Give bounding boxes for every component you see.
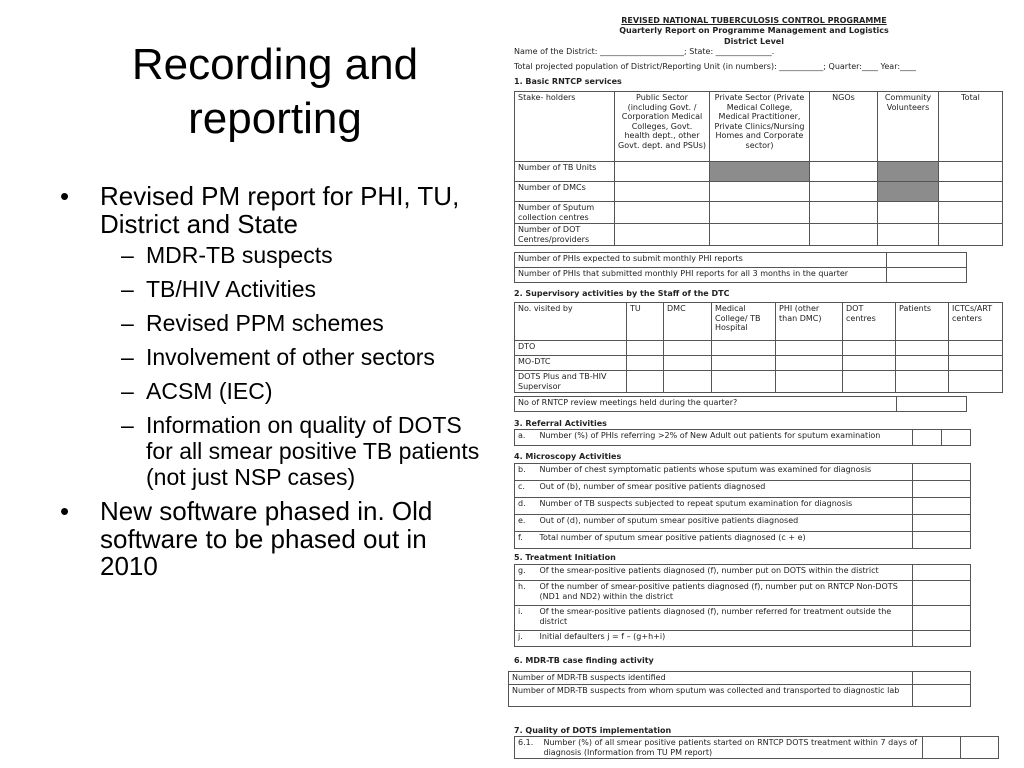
bullet-text: New software phased in. Old software to be phased out in 2010 (100, 496, 433, 581)
row-label: Number of PHIs expected to submit monthly PHI reports (515, 253, 887, 268)
row-id: c. (515, 481, 537, 498)
row-label: Out of (b), number of smear positive patients diagnosed (537, 481, 913, 498)
section-2-title: 2. Supervisory activities by the Staff of the DTC (514, 289, 730, 298)
form-header-level: District Level (724, 37, 784, 46)
table-cell (710, 202, 810, 224)
phi-reports-table (514, 252, 967, 283)
table-row (515, 565, 971, 581)
row-label: Of the smear-positive patients diagnosed (f), number referred for treatment outside the district (537, 606, 913, 631)
table-cell (913, 430, 942, 446)
table-cell (913, 606, 971, 631)
table-cell (776, 341, 843, 356)
form-header-report: Quarterly Report on Programme Management and Logistics (619, 26, 889, 35)
row-label: Number of DMCs (515, 182, 615, 202)
table-cell (942, 430, 971, 446)
sub-bullet-item: – Involvement of other sectors (100, 344, 488, 370)
row-label: Number of DOT Centres/providers (515, 224, 615, 246)
table-cell (887, 253, 967, 268)
table-row (515, 515, 971, 532)
table-row (515, 481, 971, 498)
table-cell (913, 684, 971, 706)
table-cell (896, 371, 949, 393)
table-row (515, 737, 999, 759)
row-label: MO-DTC (515, 356, 627, 371)
sub-bullet-item: – TB/HIV Activities (100, 276, 488, 302)
table-cell (913, 565, 971, 581)
district-line: Name of the District: _____________________; State: ______________. (514, 47, 775, 56)
table-header-cell: Public Sector (including Govt. / Corporation Medical Colleges, Govt. health dept., other Govt. dept. and PSUs) (615, 92, 710, 162)
table-cell (887, 268, 967, 283)
table-header-cell: Total (939, 92, 1003, 162)
table-header-cell: Medical College/ TB Hospital (712, 303, 776, 341)
slide-title: Recording and reporting (131, 40, 419, 143)
row-label: Number of TB suspects subjected to repeat sputum examination for diagnosis (537, 498, 913, 515)
sub-bullet-item: – ACSM (IEC) (100, 378, 488, 404)
bullet-text: Revised PM report for PHI, TU, District and State (100, 181, 460, 239)
table-cell (776, 356, 843, 371)
table-row (515, 341, 1003, 356)
table-cell (712, 356, 776, 371)
row-id: f. (515, 532, 537, 549)
table-cell (878, 202, 939, 224)
table-header-cell: Private Sector (Private Medical College, Medical Practitioner, Private Clinics/Nursing Homes and Corporate sector) (710, 92, 810, 162)
sub-bullet-list (100, 242, 488, 490)
bullet-list (58, 183, 488, 589)
table-header-cell: Community Volunteers (878, 92, 939, 162)
row-id: b. (515, 464, 537, 481)
row-label: Number of chest symptomatic patients whose sputum was examined for diagnosis (537, 464, 913, 481)
table-row (515, 464, 971, 481)
row-label: Of the number of smear-positive patients diagnosed (f), number put on RNTCP Non-DOTS (ND1 and ND2) within the district (537, 581, 913, 606)
table-cell (896, 341, 949, 356)
table-row (515, 430, 971, 446)
row-id: d. (515, 498, 537, 515)
table-cell (939, 202, 1003, 224)
review-meetings-table (514, 396, 967, 412)
row-label: DTO (515, 341, 627, 356)
table-row (515, 268, 967, 283)
table-cell (896, 356, 949, 371)
table-cell (615, 162, 710, 182)
section-1-title: 1. Basic RNTCP services (514, 77, 622, 86)
table-cell (913, 631, 971, 647)
row-label: DOTS Plus and TB-HIV Supervisor (515, 371, 627, 393)
table-cell (913, 515, 971, 532)
table-cell (627, 356, 664, 371)
row-label: Number of MDR-TB suspects from whom sputum was collected and transported to diagnostic lab (509, 684, 913, 706)
row-id: i. (515, 606, 537, 631)
sub-bullet-item: – Information on quality of DOTS for all smear positive TB patients (not just NSP cases) (100, 412, 488, 490)
table-cell (810, 202, 878, 224)
table-cell (627, 371, 664, 393)
row-label: Of the smear-positive patients diagnosed (f), number put on DOTS within the district (537, 565, 913, 581)
row-label: Initial defaulters j = f – (g+h+i) (537, 631, 913, 647)
table-cell (664, 356, 712, 371)
table-cell (627, 341, 664, 356)
table-header-cell: PHI (other than DMC) (776, 303, 843, 341)
table-header-cell: ICTCs/ART centers (949, 303, 1003, 341)
table-row (515, 182, 1003, 202)
referral-table (514, 429, 971, 446)
table-cell (843, 341, 896, 356)
row-id: g. (515, 565, 537, 581)
sub-bullet-item: – Revised PPM schemes (100, 310, 488, 336)
table-header-cell: DOT centres (843, 303, 896, 341)
population-line: Total projected population of District/Reporting Unit (in numbers): ___________; Quarter:____ Year:____ (514, 62, 917, 71)
table-cell (949, 371, 1003, 393)
table-cell (913, 464, 971, 481)
basic-services-table (514, 91, 1003, 246)
dots-quality-table (514, 736, 999, 759)
mdr-tb-table (508, 671, 971, 707)
row-label: Number of TB Units (515, 162, 615, 182)
table-cell (913, 532, 971, 549)
row-id: h. (515, 581, 537, 606)
row-label: Number of PHIs that submitted monthly PHI reports for all 3 months in the quarter (515, 268, 887, 283)
sub-bullet-item: – MDR-TB suspects (100, 242, 488, 268)
table-cell (939, 182, 1003, 202)
section-6-title: 6. MDR-TB case finding activity (514, 656, 654, 665)
table-cell (810, 162, 878, 182)
table-row (515, 253, 967, 268)
table-cell (913, 481, 971, 498)
row-label: Total number of sputum smear positive patients diagnosed (c + e) (537, 532, 913, 549)
treatment-table (514, 564, 971, 647)
table-cell (615, 224, 710, 246)
table-row (515, 397, 967, 412)
table-cell (843, 356, 896, 371)
bullet-item (58, 498, 488, 581)
section-3-title: 3. Referral Activities (514, 419, 607, 428)
table-cell (712, 341, 776, 356)
report-form (504, 12, 1004, 764)
table-cell (913, 672, 971, 685)
section-5-title: 5. Treatment Initiation (514, 553, 616, 562)
table-row (509, 684, 971, 706)
table-row (515, 498, 971, 515)
table-row (515, 224, 1003, 246)
table-header-cell: NGOs (810, 92, 878, 162)
table-row (515, 581, 971, 606)
table-cell (878, 224, 939, 246)
table-cell (664, 371, 712, 393)
table-cell (664, 341, 712, 356)
row-id: a. (515, 430, 537, 446)
row-id: 6.1. (515, 737, 541, 759)
table-row (515, 356, 1003, 371)
section-4-title: 4. Microscopy Activities (514, 452, 622, 461)
form-header-programme: REVISED NATIONAL TUBERCULOSIS CONTROL PROGRAMME (621, 16, 887, 25)
table-cell (949, 341, 1003, 356)
table-cell (913, 498, 971, 515)
table-cell (939, 162, 1003, 182)
table-row (515, 631, 971, 647)
table-cell (710, 182, 810, 202)
table-row (515, 532, 971, 549)
row-id: e. (515, 515, 537, 532)
table-cell (615, 202, 710, 224)
shaded-cell (878, 182, 939, 202)
table-row (515, 606, 971, 631)
table-row (515, 162, 1003, 182)
table-cell (897, 397, 967, 412)
table-cell (949, 356, 1003, 371)
table-row (509, 672, 971, 685)
table-cell (810, 182, 878, 202)
table-cell (615, 182, 710, 202)
table-cell (710, 224, 810, 246)
table-cell (923, 737, 961, 759)
table-cell (913, 581, 971, 606)
row-label: Number of MDR-TB suspects identified (509, 672, 913, 685)
table-row (515, 202, 1003, 224)
section-7-title: 7. Quality of DOTS implementation (514, 726, 672, 735)
table-cell (810, 224, 878, 246)
table-cell (939, 224, 1003, 246)
shaded-cell (878, 162, 939, 182)
shaded-cell (710, 162, 810, 182)
row-label: No of RNTCP review meetings held during the quarter? (515, 397, 897, 412)
table-header-cell: Patients (896, 303, 949, 341)
row-label: Number of Sputum collection centres (515, 202, 615, 224)
table-row (515, 371, 1003, 393)
table-header-cell: Stake- holders (515, 92, 615, 162)
row-id: j. (515, 631, 537, 647)
table-cell (843, 371, 896, 393)
row-label: Out of (d), number of sputum smear positive patients diagnosed (537, 515, 913, 532)
table-cell (712, 371, 776, 393)
table-cell (776, 371, 843, 393)
table-header-cell: DMC (664, 303, 712, 341)
row-label: Number (%) of all smear positive patients started on RNTCP DOTS treatment within 7 days of diagnosis (Information from TU PM report) (541, 737, 923, 759)
supervisory-table (514, 302, 1003, 393)
microscopy-table (514, 463, 971, 549)
table-header-cell: TU (627, 303, 664, 341)
bullet-item (58, 183, 488, 490)
row-label: Number (%) of PHIs referring >2% of New Adult out patients for sputum examination (537, 430, 913, 446)
table-header-cell: No. visited by (515, 303, 627, 341)
table-cell (961, 737, 999, 759)
